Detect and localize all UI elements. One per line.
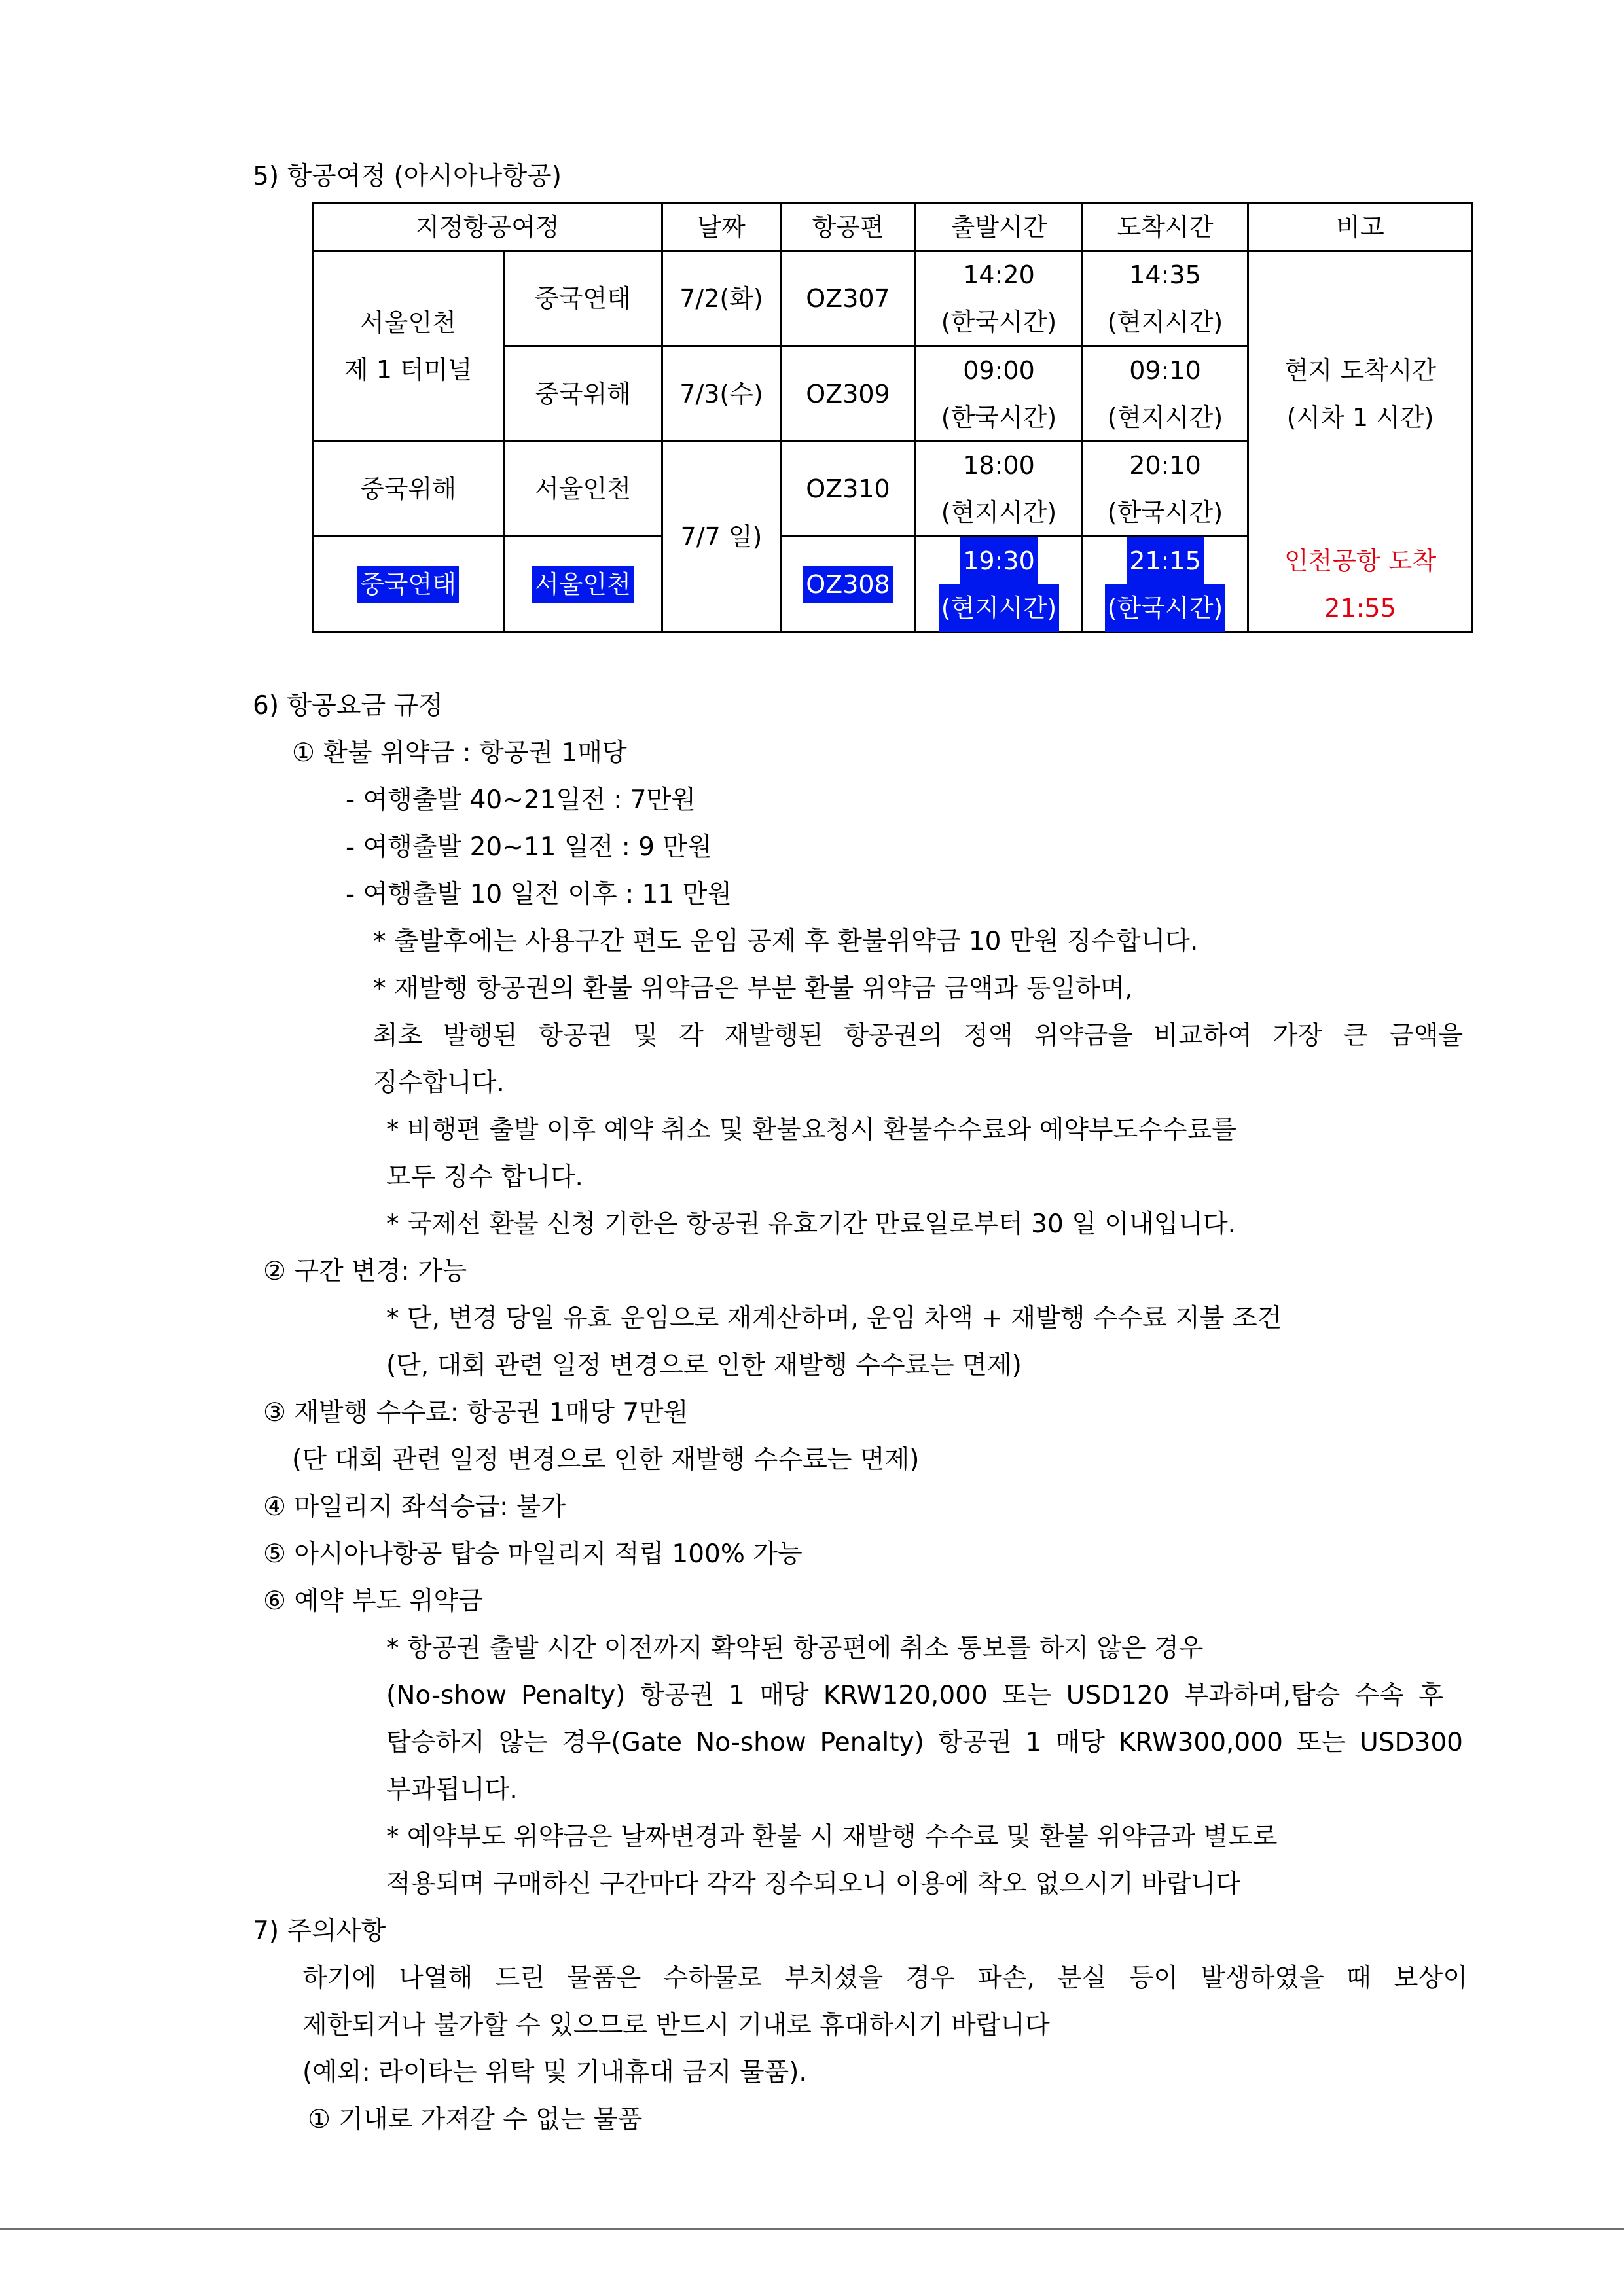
row1-departure: 14:20 (한국시간) — [941, 260, 1057, 336]
header-date: 날짜 — [697, 213, 746, 242]
caution-paragraph-3: (예외: 라이타는 위탁 및 기내휴대 금지 물품). — [302, 2058, 807, 2087]
row4-destination: 서울인천 — [505, 537, 661, 631]
refund-note-after-departure: * 출발후에는 사용구간 편도 운임 공제 후 환불위약금 10 만원 징수합니다. — [373, 927, 1199, 956]
refund-note-noshow-2: 모두 징수 합니다. — [386, 1162, 583, 1192]
flight-itinerary-table — [312, 202, 1473, 633]
row2-departure: 09:00 (한국시간) — [941, 355, 1057, 432]
no-show-note-1: * 항공권 출발 시간 이전까지 확약된 항공편에 취소 통보를 하지 않은 경우 — [386, 1634, 1204, 1663]
row1-arrival: 14:35 (현지시간) — [1107, 260, 1223, 336]
header-remark: 비고 — [1336, 213, 1384, 242]
row2-flight: OZ309 — [806, 379, 890, 408]
route-change-note-2: (단, 대회 관련 일정 변경으로 인한 재발행 수수료는 면제) — [386, 1351, 1022, 1380]
row2-destination: 중국위해 — [535, 379, 631, 408]
row1-date: 7/2(화) — [679, 284, 763, 313]
origin-yantai: 중국연태 — [314, 537, 503, 631]
origin-weihai: 중국위해 — [360, 475, 456, 503]
refund-note-noshow-1: * 비행편 출발 이후 예약 취소 및 환불요청시 환불수수료와 예약부도수수료를 — [386, 1115, 1236, 1145]
row3-departure: 18:00 (현지시간) — [941, 451, 1057, 527]
refund-penalty-item: ① 환불 위약금 : 항공권 1매당 — [292, 738, 627, 768]
mileage-accrual-item: ⑤ 아시아나항공 탑승 마일리지 적립 100% 가능 — [263, 1539, 803, 1569]
no-show-note-3: 탑승하지 않는 경우(Gate No-show Penalty) 항공권 1 매당 KRW300,000 또는 USD300 — [386, 1728, 1463, 1757]
section-5-heading: 5) 항공여정 (아시아나항공) — [253, 162, 562, 191]
refund-note-reissued-2: 최초 발행된 항공권 및 각 재발행된 항공권의 정액 위약금을 비교하여 가장 큰 금액을 — [373, 1021, 1463, 1050]
row3-destination: 서울인천 — [535, 475, 631, 503]
remark-local-arrival: 현지 도착시간 (시차 1 시간) — [1284, 355, 1437, 432]
caution-paragraph-1: 하기에 나열해 드린 물품은 수하물로 부치셨을 경우 파손, 분실 등이 발생하였을 때 보상이 — [302, 1964, 1468, 1993]
row4-arrival: 21:15 (한국시간) — [1083, 537, 1247, 631]
section-6-heading: 6) 항공요금 규정 — [253, 691, 443, 721]
refund-penalty-20-11: - 여행출발 20~11 일전 : 9 만원 — [346, 833, 712, 862]
row3-arrival: 20:10 (한국시간) — [1107, 451, 1223, 527]
row2-date: 7/3(수) — [679, 379, 763, 408]
header-flight: 항공편 — [812, 213, 884, 242]
header-arrival: 도착시간 — [1117, 213, 1214, 242]
row2-arrival: 09:10 (현지시간) — [1107, 355, 1223, 432]
header-departure: 출발시간 — [950, 213, 1047, 242]
refund-note-deadline: * 국제선 환불 신청 기한은 항공권 유효기간 만료일로부터 30 일 이내입니다. — [386, 1210, 1236, 1239]
row4-departure: 19:30 (현지시간) — [916, 537, 1081, 631]
row1-flight: OZ307 — [806, 284, 890, 313]
reissue-fee-note: (단 대회 관련 일정 변경으로 인한 재발행 수수료는 면제) — [292, 1445, 920, 1475]
section-7-heading: 7) 주의사항 — [253, 1916, 386, 1946]
refund-penalty-10: - 여행출발 10 일전 이후 : 11 만원 — [346, 880, 732, 909]
caution-item-1: ① 기내로 가져갈 수 없는 물품 — [308, 2105, 643, 2134]
row3-flight: OZ310 — [806, 475, 890, 503]
reissue-fee-item: ③ 재발행 수수료: 항공권 1매당 7만원 — [263, 1398, 689, 1427]
route-change-note-1: * 단, 변경 당일 유효 운임으로 재계산하며, 운임 차액 + 재발행 수수료 지불 조건 — [386, 1304, 1282, 1333]
header-itinerary: 지정항공여정 — [415, 213, 560, 242]
no-show-note-6: 적용되며 구매하신 구간마다 각각 징수되오니 이용에 착오 없으시기 바랍니다 — [386, 1869, 1240, 1899]
no-show-penalty-item: ⑥ 예약 부도 위약금 — [263, 1587, 483, 1616]
no-show-note-2: (No-show Penalty) 항공권 1 매당 KRW120,000 또는 USD120 부과하며,탑승 수속 후 — [386, 1681, 1443, 1710]
route-change-item: ② 구간 변경: 가능 — [263, 1257, 467, 1286]
refund-note-reissued-1: * 재발행 항공권의 환불 위약금은 부분 환불 위약금 금액과 동일하며, — [373, 974, 1133, 1003]
page-footer-rule — [0, 2228, 1624, 2230]
caution-paragraph-2: 제한되거나 불가할 수 있으므로 반드시 기내로 휴대하시기 바랍니다 — [302, 2011, 1050, 2040]
remark-incheon-arrival: 인천공항 도착 21:55 — [1284, 546, 1437, 622]
refund-penalty-40-21: - 여행출발 40~21일전 : 7만원 — [346, 785, 696, 815]
refund-note-reissued-3: 징수합니다. — [373, 1068, 505, 1098]
mileage-upgrade-item: ④ 마일리지 좌석승급: 불가 — [263, 1492, 566, 1522]
row4-flight: OZ308 — [782, 537, 914, 631]
row3-row4-date: 7/7 일) — [680, 522, 763, 551]
no-show-note-5: * 예약부도 위약금은 날짜변경과 환불 시 재발행 수수료 및 환불 위약금과 별도로 — [386, 1822, 1278, 1852]
no-show-note-4: 부과됩니다. — [386, 1775, 518, 1804]
row1-destination: 중국연태 — [535, 284, 631, 313]
origin-seoul-incheon: 서울인천 제 1 터미널 — [344, 308, 473, 384]
